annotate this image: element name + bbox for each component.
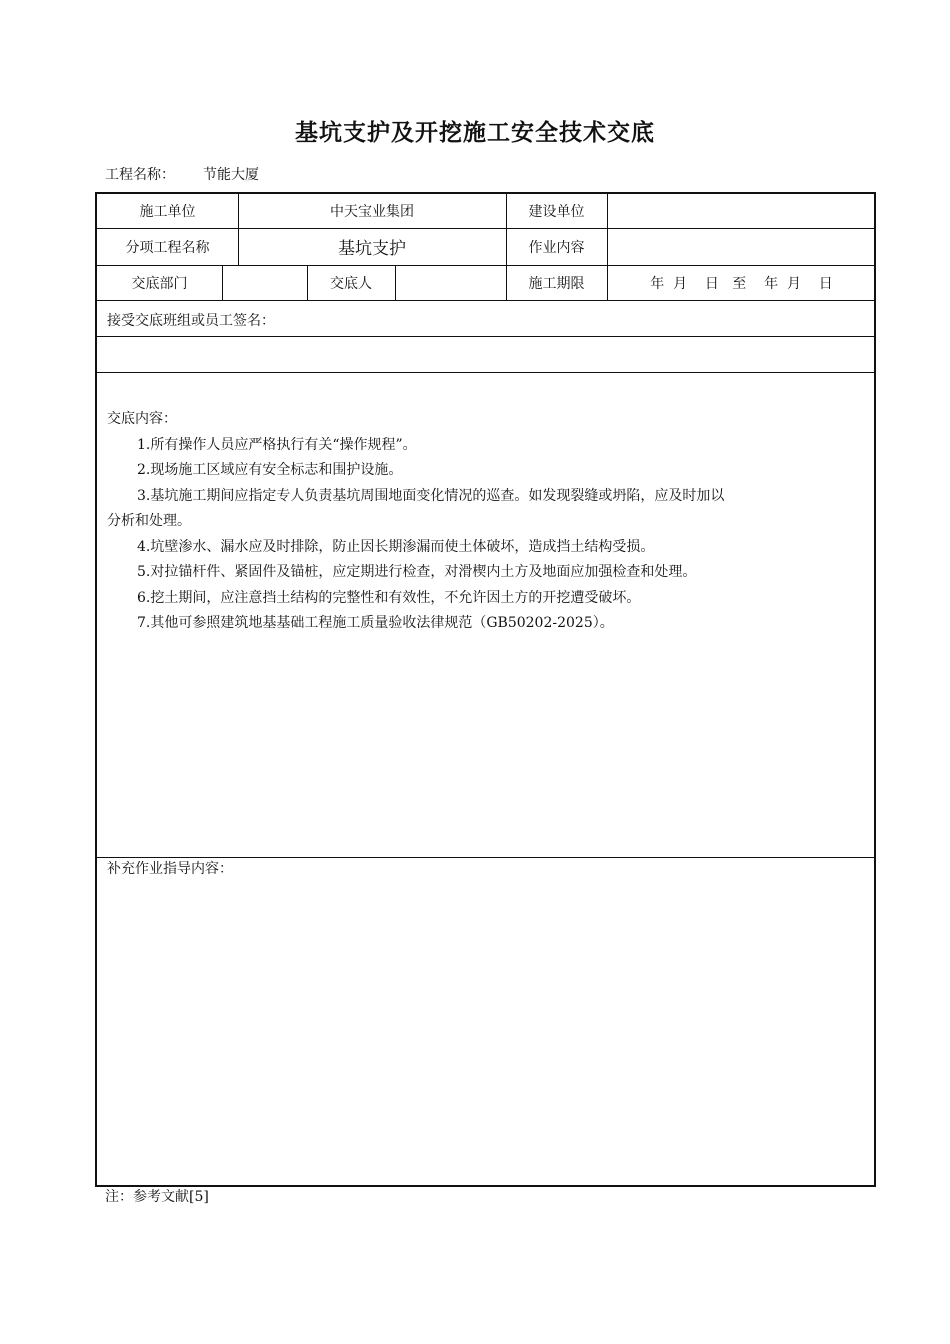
content-item: 4.坑壁渗水、漏水应及时排除，防止因长期渗漏而使土体破坏，造成挡土结构受损。: [137, 538, 655, 555]
work-content-value: [607, 228, 876, 265]
owner-unit-value: [607, 194, 876, 228]
construction-unit-value: 中天宝业集团: [330, 204, 414, 220]
disclosure-department-value: [222, 265, 307, 300]
disclosure-department-label: 交底部门: [131, 275, 188, 292]
row-divider: [97, 300, 874, 301]
work-content-label: 作业内容: [528, 239, 585, 256]
content-item: 6.挖土期间，应注意挡土结构的完整性和有效性，不允许因土方的开挖遭受破坏。: [137, 589, 641, 606]
content-item: 2.现场施工区域应有安全标志和围护设施。: [137, 462, 403, 478]
disclosure-content: [107, 407, 827, 637]
owner-unit-label: 建设单位: [528, 204, 585, 220]
construction-period-value: 年 月 日 至 年 月 日: [650, 275, 833, 292]
content-item-continuation: 分析和处理。: [107, 513, 191, 529]
construction-period-label: 施工期限: [528, 275, 585, 292]
signature-label: 接受交底班组或员工签名：: [107, 313, 275, 329]
discloser-value: [395, 265, 506, 300]
row-divider: [97, 372, 874, 373]
disclosure-form-table: [95, 192, 876, 1187]
subproject-name-value: 基坑支护: [338, 239, 406, 259]
document-title: 基坑支护及开挖施工安全技术交底: [295, 119, 655, 146]
content-item: 5.对拉锚杆件、紧固件及锚桩，应定期进行检查，对滑楔内土方及地面应加强检查和处理。: [137, 564, 697, 580]
content-item: 7.其他可参照建筑地基基础工程施工质量验收法律规范（GB50202-2025）。: [137, 615, 614, 631]
project-name-label: 工程名称：: [105, 167, 175, 183]
content-item: 1.所有操作人员应严格执行有关“操作规程”。: [137, 436, 417, 453]
discloser-label: 交底人: [330, 275, 372, 292]
project-name-line: [105, 164, 259, 184]
construction-unit-label: 施工单位: [139, 204, 196, 220]
content-heading: 交底内容：: [107, 411, 177, 427]
subproject-name-label: 分项工程名称: [125, 239, 210, 256]
row-divider: [97, 336, 874, 337]
supplement-label: 补充作业指导内容：: [107, 861, 233, 877]
content-item: 3.基坑施工期间应指定专人负责基坑周围地面变化情况的巡查。如发现裂缝或坍陷，应及时加以: [137, 487, 725, 504]
project-name-value: 节能大厦: [203, 167, 259, 183]
footnote: 注：参考文献[5]: [105, 1189, 209, 1205]
